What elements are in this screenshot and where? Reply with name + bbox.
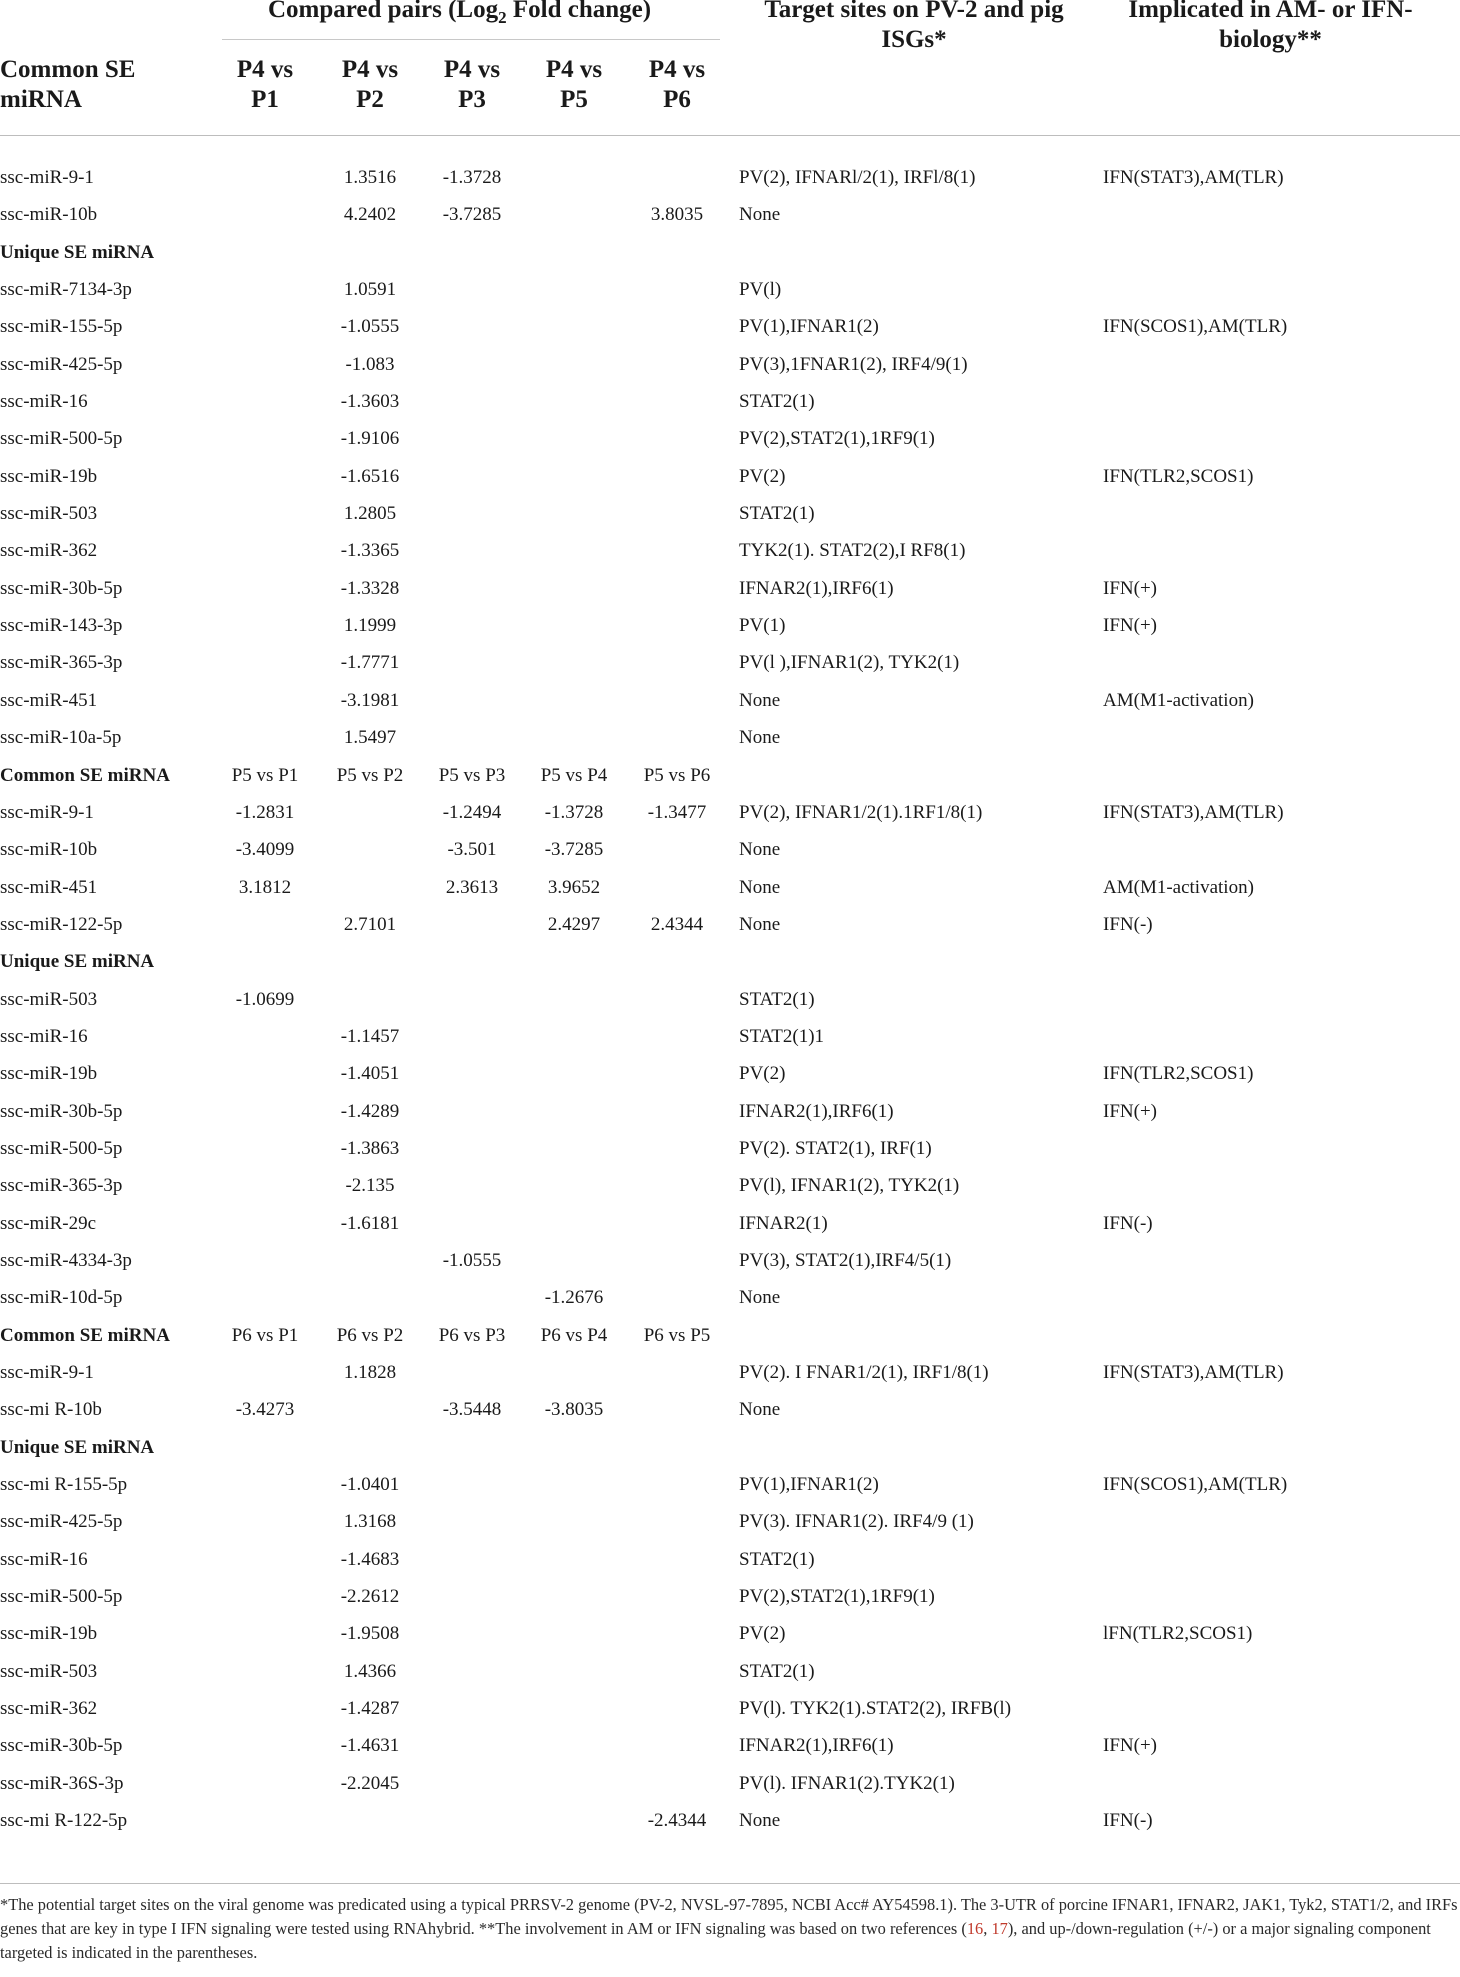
table-row [0, 869, 1460, 906]
mirna-cell: ssc-miR-7134-3p [0, 279, 132, 301]
section-header-row [0, 757, 1460, 794]
fold-change-cell-5: -2.4344 [647, 1810, 707, 1832]
mirna-cell: ssc-miR-9-1 [0, 801, 94, 823]
fold-change-cell-5: 2.4344 [650, 913, 704, 935]
implicated-cell: lFN(TLR2,SCOS1) [1103, 1623, 1253, 1645]
implicated-cell: IFN(STAT3),AM(TLR) [1103, 1362, 1284, 1383]
fold-change-cell-3: P6 vs P3 [438, 1324, 506, 1346]
table-row [0, 271, 1460, 308]
fold-change-cell-4: -3.8035 [544, 1399, 604, 1421]
fold-change-cell-2: -1.3863 [340, 1137, 400, 1159]
implicated-cell: AM(M1-activation) [1103, 689, 1254, 711]
fold-change-cell-1: -1.0699 [235, 988, 295, 1010]
section-header-row [0, 1429, 1460, 1466]
mirna-cell: ssc-miR-362 [0, 1698, 98, 1720]
implicated-cell: IFN(TLR2,SCOS1) [1103, 465, 1254, 487]
implicated-cell: IFN(-) [1103, 1810, 1153, 1832]
table-row [0, 607, 1460, 644]
target-sites-cell: STAT2(1) [739, 988, 815, 1010]
target-sites-cell: STAT2(1)1 [739, 1025, 825, 1047]
fold-change-cell-1: -3.4099 [235, 839, 295, 861]
mirna-cell: Unique SE miRNA [0, 241, 155, 263]
fold-change-cell-4: P6 vs P4 [540, 1324, 608, 1346]
mirna-cell: ssc-miR-9-1 [0, 167, 94, 188]
target-sites-cell: STAT2(1) [739, 1660, 815, 1682]
fold-change-cell-1: P6 vs P1 [231, 1324, 299, 1346]
target-sites-cell: PV(1),IFNAR1(2) [739, 1474, 879, 1496]
table-row [0, 495, 1460, 532]
table-row [0, 1055, 1460, 1092]
target-sites-cell: None [739, 1287, 781, 1309]
mirna-cell: ssc-miR-503 [0, 503, 98, 525]
implicated-cell: IFN(+) [1103, 615, 1157, 637]
target-sites-cell: STAT2(1) [739, 503, 815, 525]
target-sites-cell: None [739, 727, 781, 749]
table-body [0, 159, 1460, 1839]
section-header-row [0, 1317, 1460, 1354]
target-sites-cell: PV(2),STAT2(1),1RF9(1) [739, 1586, 935, 1608]
fold-change-cell-2: 4.2402 [343, 204, 397, 226]
mirna-cell: ssc-miR-19b [0, 1623, 98, 1645]
target-sites-cell: PV(2) [739, 1623, 786, 1645]
table-row [0, 308, 1460, 345]
header-bottom-rule [0, 135, 1460, 136]
target-sites-cell: IFNAR2(1),IRF6(1) [739, 1735, 894, 1757]
target-sites-cell: PV(3). IFNAR1(2). IRF4/9 (1) [739, 1511, 974, 1533]
implicated-cell: IFN(-) [1103, 913, 1153, 935]
target-sites-cell: PV(l). TYK2(1).STAT2(2), IRFB(l) [739, 1698, 1012, 1720]
table-row [0, 719, 1460, 756]
mirna-cell: ssc-miR-10b [0, 204, 98, 226]
fold-change-cell-2: -2.2612 [340, 1586, 400, 1608]
fold-change-cell-2: -1.7771 [340, 652, 400, 674]
fold-change-cell-2: 1.1828 [343, 1362, 397, 1383]
mirna-cell: ssc-miR-36S-3p [0, 1772, 124, 1794]
fold-change-cell-2: -1.3328 [340, 577, 400, 599]
mirna-cell: ssc-miR-425-5p [0, 353, 123, 375]
target-sites-cell: PV(l) [739, 279, 782, 301]
fold-change-cell-2: -1.4683 [340, 1548, 400, 1570]
table-row [0, 1391, 1460, 1428]
fold-change-cell-2: -1.4631 [340, 1735, 400, 1757]
mirna-cell: ssc-miR-425-5p [0, 1511, 123, 1533]
table-row [0, 570, 1460, 607]
mirna-cell: ssc-miR-451 [0, 689, 98, 711]
fold-change-cell-2: -1.0555 [340, 316, 400, 338]
implicated-cell: IFN(TLR2,SCOS1) [1103, 1063, 1254, 1085]
implicated-cell: IFN(+) [1103, 1100, 1157, 1122]
reference-link-17[interactable]: 17 [991, 1919, 1008, 1938]
target-sites-cell: None [739, 876, 781, 898]
mirna-cell: ssc-miR-30b-5p [0, 577, 123, 599]
mirna-cell: ssc-mi R-10b [0, 1399, 102, 1421]
table-row [0, 981, 1460, 1018]
implicated-cell: IFN(SCOS1),AM(TLR) [1103, 316, 1288, 338]
mirna-cell: Unique SE miRNA [0, 951, 155, 973]
fold-change-cell-2: -1.9508 [340, 1623, 400, 1645]
pair-header-2: P4 vs P2 [341, 56, 399, 113]
mirna-cell: ssc-miR-30b-5p [0, 1735, 123, 1757]
fold-change-cell-1: P5 vs P1 [231, 764, 299, 786]
fold-change-cell-3: 2.3613 [445, 876, 499, 898]
table-row [0, 1690, 1460, 1727]
mirna-cell: ssc-miR-4334-3p [0, 1249, 132, 1271]
table-row [0, 794, 1460, 831]
fold-change-cell-2: -1.0401 [340, 1474, 400, 1496]
table-footnote: *The potential target sites on the viral genome was predicated using a typical PRRSV-2 genome (PV-2, NVSL-97-7895, NCBI Acc# AY54598.1). The 3-UTR of porcine IFNAR1, IFNAR2, JAK1, Tyk2, STAT1/2, and IRFs genes that are key in type I IFN signaling were tested using RNAhybrid. **The involvement in AM or IFN signaling was based on two references (16, 17), and up-/down-regulation (+/-) or a major signaling component targeted is indicated in the parentheses. [0, 1895, 1458, 1962]
table-row [0, 1093, 1460, 1130]
implicated-cell: AM(M1-activation) [1103, 876, 1254, 898]
target-sites-cell: STAT2(1) [739, 391, 815, 413]
table-row [0, 1018, 1460, 1055]
target-sites-cell: PV(l ),IFNAR1(2), TYK2(1) [739, 652, 960, 674]
target-sites-cell: None [739, 1399, 781, 1421]
target-sites-cell: PV(1),IFNAR1(2) [739, 316, 879, 338]
fold-change-cell-2: P6 vs P2 [336, 1324, 404, 1346]
mirna-cell: ssc-miR-19b [0, 465, 98, 487]
mirna-cell: ssc-miR-365-3p [0, 1175, 123, 1197]
implicated-cell: IFN(STAT3),AM(TLR) [1103, 167, 1284, 188]
fold-change-cell-1: 3.1812 [238, 876, 292, 898]
target-sites-header: Target sites on PV-2 and pig ISGs* [764, 0, 1064, 53]
target-sites-cell: PV(2). STAT2(1), IRF(1) [739, 1137, 932, 1159]
table-row [0, 1578, 1460, 1615]
implicated-cell: IFN(+) [1103, 577, 1157, 599]
target-sites-cell: PV(l), IFNAR1(2), TYK2(1) [739, 1175, 960, 1197]
fold-change-cell-2: 1.3168 [343, 1511, 397, 1533]
fold-change-cell-2: P5 vs P2 [336, 764, 404, 786]
mirna-cell: ssc-miR-29c [0, 1212, 97, 1234]
target-sites-cell: TYK2(1). STAT2(2),I RF8(1) [739, 540, 966, 562]
fold-change-cell-2: -1.4051 [340, 1063, 400, 1085]
fold-change-cell-2: -2.2045 [340, 1772, 400, 1794]
fold-change-cell-2: -1.6181 [340, 1212, 400, 1234]
target-sites-cell: None [739, 204, 781, 226]
fold-change-cell-5: -1.3477 [647, 801, 707, 823]
fold-change-cell-2: 1.3516 [343, 167, 397, 188]
table-row [0, 196, 1460, 233]
table-row [0, 644, 1460, 681]
compared-pairs-underline [222, 39, 720, 40]
mirna-cell: ssc-miR-451 [0, 876, 98, 898]
table-row [0, 906, 1460, 943]
table-row [0, 383, 1460, 420]
fold-change-cell-5: P5 vs P6 [643, 764, 711, 786]
target-sites-cell: PV(3),1FNAR1(2), IRF4/9(1) [739, 353, 968, 375]
table-row [0, 1615, 1460, 1652]
fold-change-cell-3: -3.5448 [442, 1399, 502, 1421]
table-row [0, 1466, 1460, 1503]
table-row [0, 532, 1460, 569]
section-header-row [0, 943, 1460, 980]
table-row [0, 1802, 1460, 1839]
target-sites-cell: PV(2) [739, 1063, 786, 1085]
fold-change-cell-4: -3.7285 [544, 839, 604, 861]
fold-change-cell-2: -1.4287 [340, 1698, 400, 1720]
fold-change-cell-2: 2.7101 [343, 913, 397, 935]
pair-header-1: P4 vs P1 [236, 56, 294, 113]
target-sites-cell: None [739, 689, 781, 711]
common-se-header: Common SE miRNA [0, 56, 136, 113]
pair-header-4: P4 vs P5 [545, 56, 603, 113]
section-header-row [0, 234, 1460, 271]
pair-header-3: P4 vs P3 [443, 56, 501, 113]
table-row [0, 831, 1460, 868]
implicated-header: Implicated in AM- or IFN- biology** [1128, 0, 1413, 53]
target-sites-cell: PV(2). I FNAR1/2(1), IRF1/8(1) [739, 1362, 989, 1383]
table-row [0, 346, 1460, 383]
fold-change-cell-4: -1.2676 [544, 1287, 604, 1309]
mirna-cell: Unique SE miRNA [0, 1436, 155, 1458]
target-sites-cell: STAT2(1) [739, 1548, 815, 1570]
fold-change-cell-3: -3.7285 [442, 204, 502, 226]
fold-change-cell-5: P6 vs P5 [643, 1324, 711, 1346]
target-sites-cell: IFNAR2(1) [739, 1212, 828, 1234]
implicated-cell: IFN(STAT3),AM(TLR) [1103, 801, 1284, 823]
implicated-cell: IFN(-) [1103, 1212, 1153, 1234]
fold-change-cell-2: -1.6516 [340, 465, 400, 487]
table-row [0, 1503, 1460, 1540]
target-sites-cell: PV(2), IFNAR1/2(1).1RF1/8(1) [739, 801, 983, 823]
mirna-cell: ssc-mi R-155-5p [0, 1474, 128, 1496]
fold-change-cell-2: -1.1457 [340, 1025, 400, 1047]
mirna-cell: ssc-miR-10a-5p [0, 727, 122, 749]
table-row [0, 458, 1460, 495]
target-sites-cell: PV(2), IFNARl/2(1), IRFl/8(1) [739, 167, 976, 188]
target-sites-cell: PV(2) [739, 465, 786, 487]
target-sites-cell: IFNAR2(1),IRF6(1) [739, 577, 894, 599]
mirna-cell: ssc-miR-30b-5p [0, 1100, 123, 1122]
table-row [0, 1242, 1460, 1279]
fold-change-cell-3: -3.501 [447, 839, 497, 861]
target-sites-cell: None [739, 913, 781, 935]
fold-change-cell-1: -1.2831 [235, 801, 295, 823]
table-row [0, 1541, 1460, 1578]
table-row [0, 159, 1460, 196]
mirna-cell: ssc-miR-19b [0, 1063, 98, 1085]
mirna-cell: ssc-miR-500-5p [0, 1586, 123, 1608]
mirna-cell: ssc-miR-10d-5p [0, 1287, 123, 1309]
mirna-cell: ssc-miR-365-3p [0, 652, 123, 674]
reference-link-16[interactable]: 16 [966, 1919, 984, 1938]
fold-change-cell-2: 1.4366 [343, 1660, 397, 1682]
mirna-cell: ssc-miR-16 [0, 391, 88, 413]
mirna-cell: ssc-miR-16 [0, 1025, 88, 1047]
fold-change-cell-3: P5 vs P3 [438, 764, 506, 786]
fold-change-cell-2: 1.1999 [343, 615, 397, 637]
mirna-cell: ssc-miR-122-5p [0, 913, 123, 935]
mirna-cell: ssc-miR-500-5p [0, 1137, 123, 1159]
table-row [0, 1354, 1460, 1391]
fold-change-cell-1: -3.4273 [235, 1399, 295, 1421]
target-sites-cell: None [739, 839, 781, 861]
fold-change-cell-3: -1.0555 [442, 1249, 502, 1271]
table-row [0, 1279, 1460, 1316]
mirna-cell: ssc-miR-9-1 [0, 1362, 94, 1383]
target-sites-cell: PV(3), STAT2(1),IRF4/5(1) [739, 1249, 952, 1271]
compared-pairs-header: Compared pairs (Log$_2$ Fold change) [268, 0, 652, 27]
fold-change-cell-2: 1.2805 [343, 503, 397, 525]
table-row [0, 1653, 1460, 1690]
implicated-cell: IFN(SCOS1),AM(TLR) [1103, 1474, 1288, 1496]
mirna-cell: ssc-miR-503 [0, 1660, 98, 1682]
mirna-cell: ssc-miR-16 [0, 1548, 88, 1570]
mirna-cell: ssc-miR-503 [0, 988, 98, 1010]
mirna-cell: Common SE miRNA [0, 1324, 170, 1346]
table-row [0, 1130, 1460, 1167]
mirna-cell: ssc-mi R-122-5p [0, 1810, 128, 1832]
mirna-cell: Common SE miRNA [0, 764, 170, 786]
fold-change-cell-4: 2.4297 [547, 913, 601, 935]
mirna-cell: ssc-miR-155-5p [0, 316, 123, 338]
table-row [0, 1205, 1460, 1242]
table-row [0, 1167, 1460, 1204]
fold-change-cell-2: 1.5497 [343, 727, 397, 749]
fold-change-cell-3: -1.3728 [442, 167, 502, 188]
fold-change-cell-2: -1.4289 [340, 1100, 400, 1122]
mirna-cell: ssc-miR-10b [0, 839, 98, 861]
fold-change-cell-4: P5 vs P4 [540, 764, 608, 786]
table-row [0, 1727, 1460, 1764]
mirna-cell: ssc-miR-362 [0, 540, 98, 562]
mirna-cell: ssc-miR-500-5p [0, 428, 123, 450]
table-row [0, 420, 1460, 457]
table-row [0, 682, 1460, 719]
target-sites-cell: PV(l). IFNAR1(2).TYK2(1) [739, 1772, 955, 1794]
pair-header-5: P4 vs P6 [648, 56, 706, 113]
mirna-cell: ssc-miR-143-3p [0, 615, 123, 637]
fold-change-cell-2: -2.135 [345, 1175, 395, 1197]
fold-change-cell-5: 3.8035 [650, 204, 704, 226]
target-sites-cell: IFNAR2(1),IRF6(1) [739, 1100, 894, 1122]
target-sites-cell: PV(2),STAT2(1),1RF9(1) [739, 428, 935, 450]
fold-change-cell-2: 1.0591 [343, 279, 397, 301]
target-sites-cell: PV(1) [739, 615, 786, 637]
fold-change-cell-4: 3.9652 [547, 876, 601, 898]
table-row [0, 1765, 1460, 1802]
fold-change-cell-2: -1.3365 [340, 540, 400, 562]
fold-change-cell-2: -1.083 [345, 353, 395, 375]
table-bottom-rule [0, 1883, 1460, 1884]
implicated-cell: IFN(+) [1103, 1735, 1157, 1757]
fold-change-cell-3: -1.2494 [442, 801, 502, 823]
target-sites-cell: None [739, 1810, 781, 1832]
fold-change-cell-2: -1.9106 [340, 428, 400, 450]
fold-change-cell-2: -1.3603 [340, 391, 400, 413]
fold-change-cell-2: -3.1981 [340, 689, 400, 711]
fold-change-cell-4: -1.3728 [544, 801, 604, 823]
